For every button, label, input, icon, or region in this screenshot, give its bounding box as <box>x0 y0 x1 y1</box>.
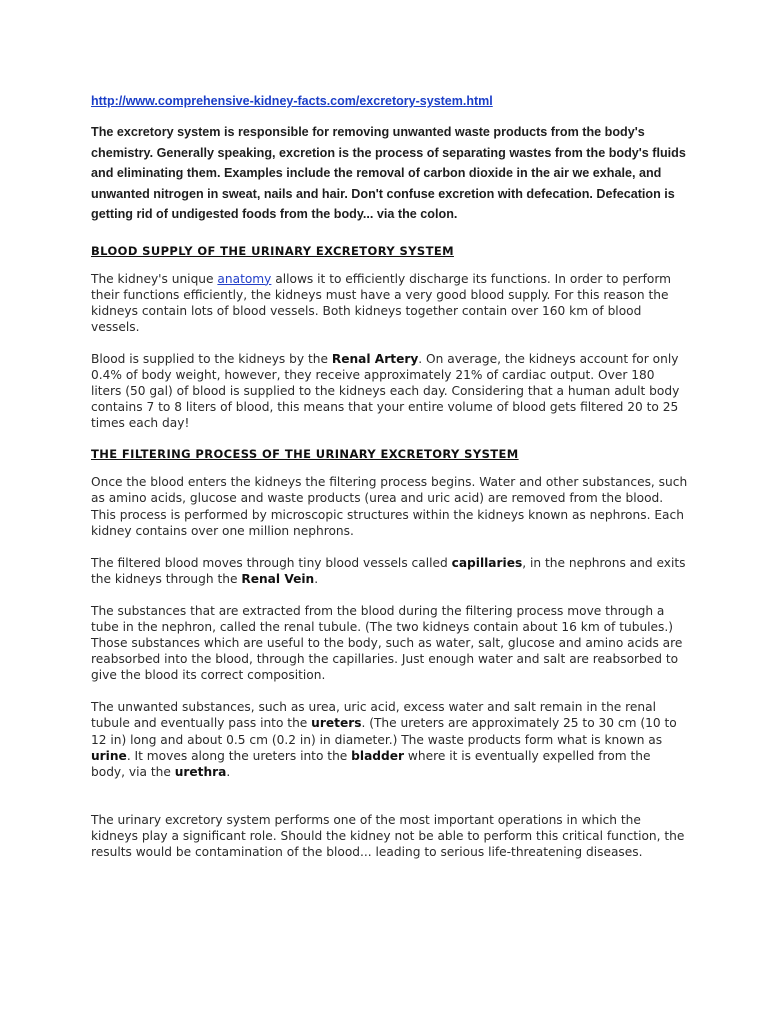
bold-term-capillaries: capillaries <box>451 555 523 570</box>
paragraph-capillaries <box>91 555 688 587</box>
paragraph-renal-tubule: The substances that are extracted from the blood during the filtering process move through a tube in the nephron, called the renal tubule. (The two kidneys contain about 16 km of tubules.) Those substances which are useful to the body, such as water, salt, glucose and amino acids are reabsorbed into the blood, through the capillaries. Just enough water and salt are reabsorbed to give the blood its correct composition. <box>91 603 683 683</box>
text: The unwanted substances, such as urea, uric acid, excess water and salt remain in the renal tubule and eventually pass into the <box>91 700 657 731</box>
paragraph-filtering-begins: Once the blood enters the kidneys the filtering process begins. Water and other substances, such as amino acids, glucose and waste products (urea and uric acid) are removed from the blood. This process is performed by microscopic structures within the kidneys known as nephrons. Each kidney contains over one million nephrons. <box>91 475 688 538</box>
text: where it is eventually expelled from the body, via the <box>91 748 651 779</box>
bold-term-bladder: bladder <box>351 748 405 763</box>
intro-paragraph: The excretory system is responsible for removing unwanted waste products from the body's chemistry. Generally speaking, excretion is the process of separating wastes from the body's fluids and eliminating them. Examples include the removal of carbon dioxide in the air we exhale, and unwanted nitrogen in sweat, nails and hair. Don't confuse excretion with defecation. Defecation is getting rid of undigested foods from the body... via the colon. <box>91 125 686 221</box>
bold-term-urine: urine <box>91 748 127 763</box>
text: . It moves along the ureters into the <box>126 748 352 763</box>
bold-term-renal-artery: Renal Artery <box>331 351 419 366</box>
bold-term-renal-vein: Renal Vein <box>241 571 315 586</box>
section-heading-filtering: THE FILTERING PROCESS OF THE URINARY EXCRETORY SYSTEM <box>91 447 519 462</box>
text: The filtered blood moves through tiny blood vessels called <box>91 555 452 570</box>
text: . <box>226 764 231 779</box>
bold-term-ureters: ureters <box>311 716 362 731</box>
paragraph-renal-artery <box>91 351 688 431</box>
text: . <box>314 571 319 586</box>
text: The kidney's unique <box>91 271 218 286</box>
text: . On average, the kidneys account for only 0.4% of body weight, however, they receive approximately 21% of cardiac output. Over 180 liters (50 gal) of blood is supplied to the kidneys each day. Considering that a human adult body contains 7 to 8 liters of blood, this means that your entire volume of blood gets filtered 20 to 25 times each day! <box>91 351 680 431</box>
text: Blood is supplied to the kidneys by the <box>91 351 332 366</box>
anatomy-link[interactable]: anatomy <box>217 271 272 286</box>
bold-term-urethra: urethra <box>174 764 227 779</box>
text: , in the nephrons and exits the kidneys through the <box>91 555 686 586</box>
section-heading-blood-supply: BLOOD SUPPLY OF THE URINARY EXCRETORY SYSTEM <box>91 243 454 258</box>
source-url-link[interactable]: http://www.comprehensive-kidney-facts.com/excretory-system.html <box>91 94 493 108</box>
paragraph-kidney-anatomy <box>91 271 688 335</box>
text: . (The ureters are approximately 25 to 30 cm (10 to 12 in) long and about 0.5 cm (0.2 in) in diameter.) The waste products form what is known as <box>91 716 677 747</box>
text: allows it to efficiently discharge its functions. In order to perform their functions efficiently, the kidneys must have a very good blood supply. For this reason the kidneys contain lots of blood vessels. Both kidneys together contain over 160 km of blood vessels. <box>91 271 672 334</box>
paragraph-unwanted-substances <box>91 699 688 779</box>
spacer <box>91 796 688 812</box>
paragraph-conclusion: The urinary excretory system performs one of the most important operations in which the kidneys play a significant role. Should the kidney not be able to perform this critical function, the results would be contamination of the blood... leading to serious life-threatening diseases. <box>91 812 685 860</box>
